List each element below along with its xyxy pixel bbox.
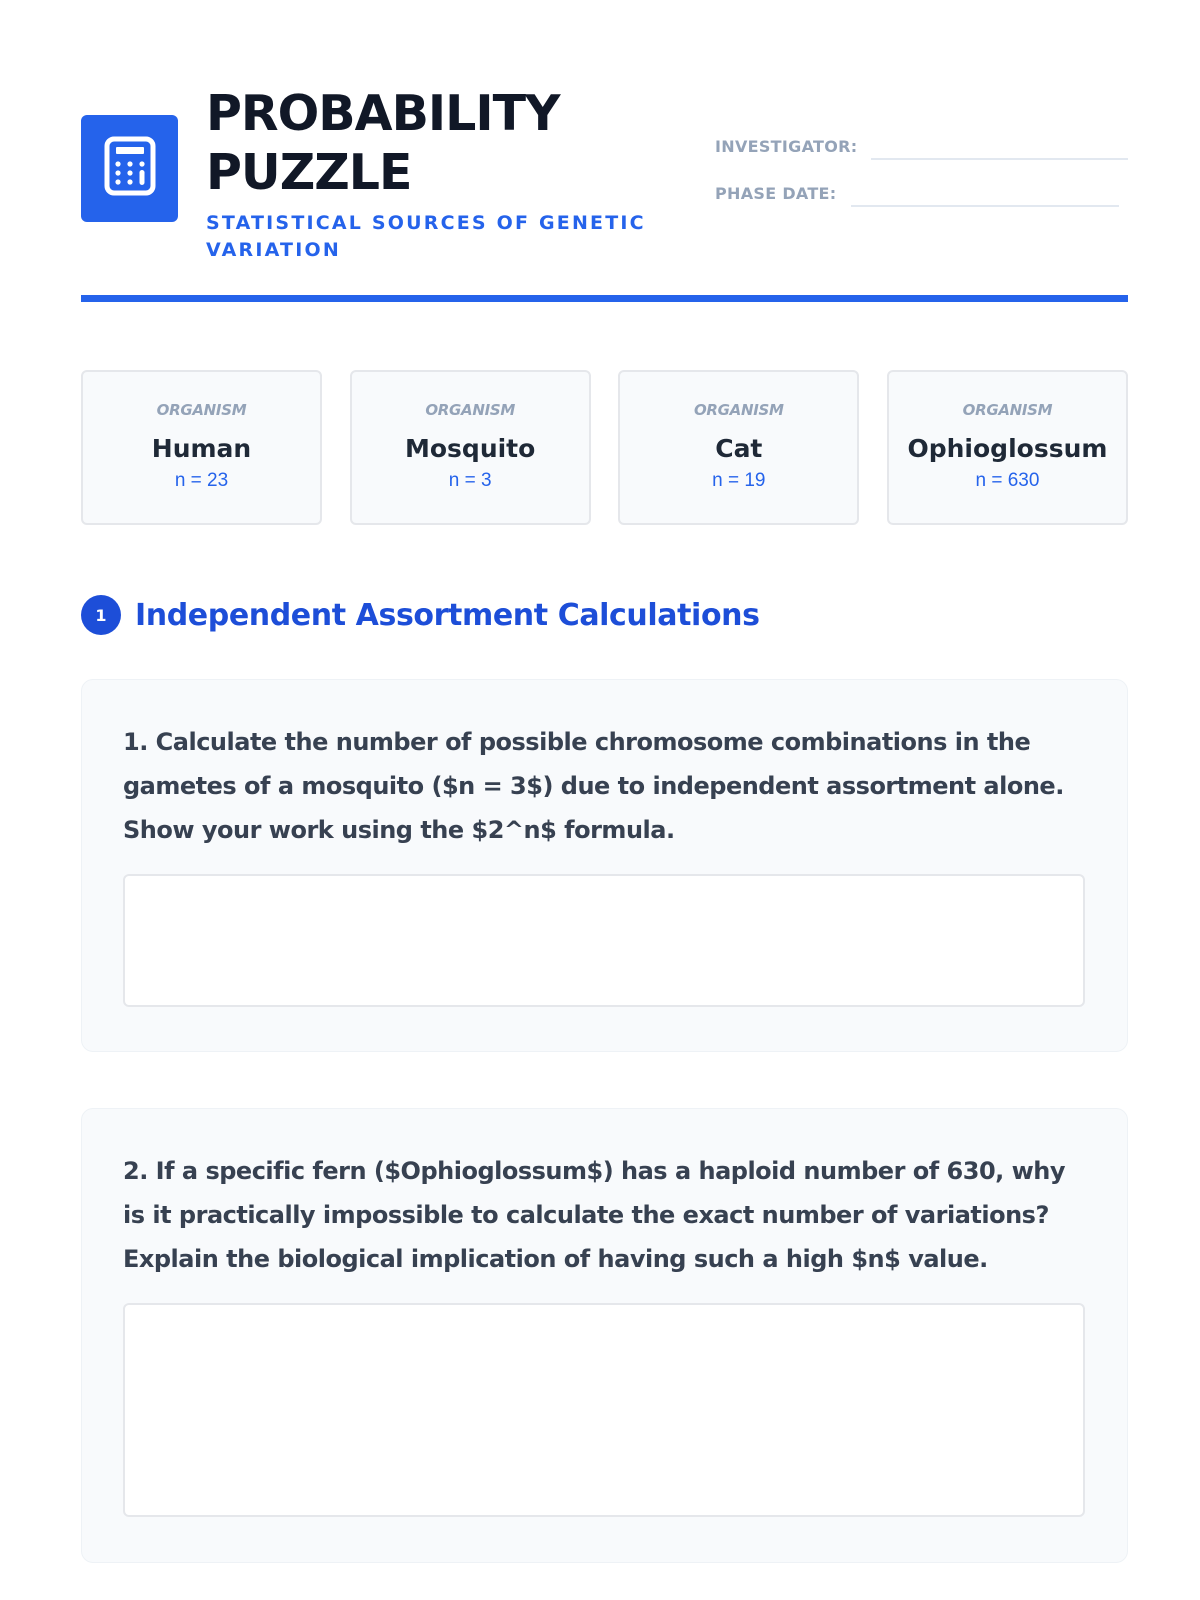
investigator-row	[715, 130, 1128, 160]
title-line-2: PUZZLE	[206, 144, 412, 201]
investigator-field[interactable]	[871, 158, 1128, 160]
worksheet-page	[81, 80, 1128, 1273]
organism-card	[350, 370, 591, 525]
answer-box[interactable]	[123, 1303, 1085, 1517]
calculator-icon	[104, 136, 156, 201]
organism-name: Ophioglossum	[907, 434, 1108, 463]
question-text: 1. Calculate the number of possible chromosome combinations in the gametes of a mosquito ($n = 3$) due to independent assortment alone. Show your work using the $2^n$ formula.	[123, 728, 1064, 844]
header	[81, 80, 1128, 302]
organism-label: ORGANISM	[693, 401, 784, 419]
question-text: 2. If a specific fern ($Ophioglossum$) has a haploid number of 630, why is it practically impossible to calculate the exact number of variations? Explain the biological implication of having such a high $n$ value.	[123, 1157, 1066, 1273]
organism-card	[81, 370, 322, 525]
section-heading	[81, 595, 760, 635]
organism-cards	[81, 370, 1128, 525]
phase-date-label: PHASE DATE:	[715, 184, 837, 203]
organism-name: Mosquito	[404, 434, 536, 463]
page-subtitle: STATISTICAL SOURCES OF GENETIC VARIATION	[206, 212, 646, 261]
organism-label: ORGANISM	[425, 401, 515, 419]
haploid-number: n = 23	[174, 470, 229, 491]
organism-label: ORGANISM	[962, 401, 1053, 419]
question-card	[81, 679, 1128, 1052]
haploid-number: n = 630	[975, 470, 1040, 491]
logo-badge	[81, 115, 178, 222]
haploid-number: n = 3	[448, 470, 492, 491]
header-divider	[81, 295, 1128, 302]
answer-box[interactable]	[123, 874, 1085, 1007]
page-title	[206, 84, 646, 202]
section-number-badge: 1	[81, 595, 121, 635]
title-line-1: PROBABILITY	[206, 85, 560, 142]
investigator-label: INVESTIGATOR:	[715, 137, 858, 156]
meta-fields	[715, 130, 1128, 224]
question-card	[81, 1108, 1128, 1563]
phase-date-row	[715, 177, 1128, 207]
haploid-number: n = 19	[712, 470, 766, 491]
organism-label: ORGANISM	[156, 401, 247, 419]
section-title: Independent Assortment Calculations	[135, 597, 760, 633]
organism-name: Human	[151, 434, 252, 463]
title-block	[206, 84, 646, 264]
organism-card	[618, 370, 859, 525]
organism-name: Cat	[715, 434, 763, 463]
organism-card	[887, 370, 1128, 525]
phase-date-field[interactable]	[851, 205, 1119, 207]
